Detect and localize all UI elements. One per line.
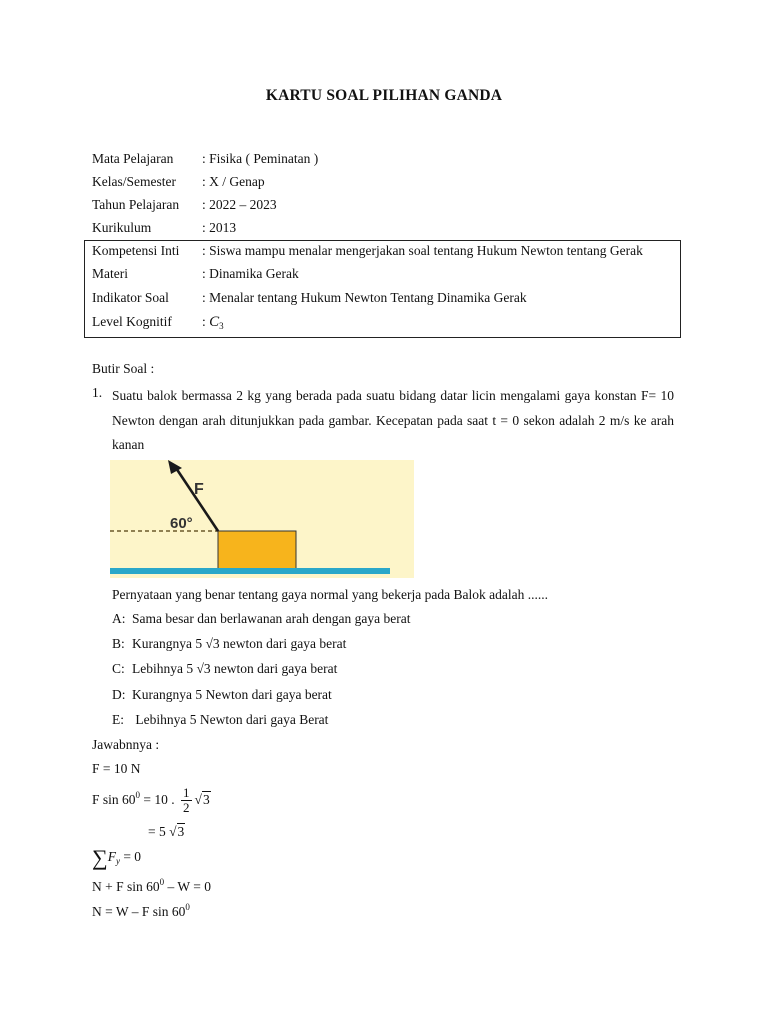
option-letter: D: bbox=[112, 687, 126, 702]
sigma-symbol: ∑ bbox=[92, 845, 108, 870]
answer-text: N = W – F sin 60 bbox=[92, 904, 186, 919]
answer-text: – W = 0 bbox=[164, 879, 212, 894]
info-value bbox=[202, 313, 224, 331]
option-text: Sama besar dan berlawanan arah dengan gaya berat bbox=[132, 611, 411, 626]
option-d bbox=[112, 686, 332, 704]
butir-soal-label: Butir Soal : bbox=[92, 361, 155, 376]
info-label: Indikator Soal bbox=[92, 290, 169, 305]
cognitive-level-symbol: C bbox=[209, 314, 220, 330]
info-row-material bbox=[92, 265, 299, 283]
degree-superscript: 0 bbox=[135, 790, 141, 800]
angle-label: 60° bbox=[170, 515, 193, 532]
sum-variable: F bbox=[107, 849, 116, 864]
info-row-class bbox=[92, 173, 265, 191]
option-letter: E: bbox=[112, 712, 124, 727]
info-label: Tahun Pelajaran bbox=[92, 197, 180, 212]
answer-text: F sin 60 bbox=[92, 792, 136, 807]
info-label: Kompetensi Inti bbox=[92, 243, 180, 258]
answer-line-1: F = 10 N bbox=[92, 761, 141, 776]
info-row-subject bbox=[92, 150, 318, 168]
info-label: Mata Pelajaran bbox=[92, 151, 174, 166]
question-text: Suatu balok bermassa 2 kg yang berada pada suatu bidang datar licin mengalami gaya konstan F= 10 Newton dengan arah ditunjukkan pada gambar. Kecepatan pada saat t = 0 sekon adalah 2 m/s ke arah kanan bbox=[112, 388, 674, 452]
cognitive-level-subscript: 3 bbox=[219, 321, 224, 331]
sum-subscript: y bbox=[115, 856, 120, 866]
option-text: Lebihnya 5 Newton dari gaya Berat bbox=[132, 712, 329, 727]
fraction-denominator: 2 bbox=[183, 800, 190, 816]
answer-label: Jawabnnya : bbox=[92, 737, 160, 752]
force-label: F bbox=[194, 481, 204, 498]
option-letter: B: bbox=[112, 636, 125, 651]
info-value: : 2022 – 2023 bbox=[202, 197, 277, 212]
answer-text: N + F sin 60 bbox=[92, 879, 160, 894]
info-value-prefix: : bbox=[202, 314, 210, 329]
radicand: 3 bbox=[202, 792, 210, 807]
physics-figure bbox=[110, 460, 414, 578]
square-root: √3 bbox=[194, 792, 210, 807]
info-label: Kurikulum bbox=[92, 220, 152, 235]
info-row-indicator bbox=[92, 289, 527, 307]
info-row-year bbox=[92, 196, 277, 214]
square-root: √3 bbox=[169, 824, 185, 839]
info-label: Level Kognitif bbox=[92, 314, 172, 329]
option-text: Kurangnya 5 √3 newton dari gaya berat bbox=[132, 636, 347, 651]
radicand: 3 bbox=[177, 824, 185, 839]
info-value: : 2013 bbox=[202, 220, 237, 235]
info-label: Materi bbox=[92, 266, 128, 281]
block-force-diagram bbox=[110, 460, 414, 578]
option-c bbox=[112, 660, 337, 678]
option-b bbox=[112, 635, 346, 653]
info-value: : Dinamika Gerak bbox=[202, 266, 299, 281]
answer-text: = 5 bbox=[148, 824, 166, 839]
ground-surface bbox=[110, 568, 390, 574]
info-label: Kelas/Semester bbox=[92, 174, 176, 189]
option-a bbox=[112, 610, 410, 628]
question-number: 1. bbox=[92, 385, 103, 400]
answer-line-4 bbox=[92, 845, 142, 870]
answer-text: = 10 . bbox=[140, 792, 175, 807]
answer-line-2 bbox=[92, 783, 211, 817]
option-text: Lebihnya 5 √3 newton dari gaya berat bbox=[132, 661, 338, 676]
info-value: : X / Genap bbox=[202, 174, 265, 189]
answer-line-6 bbox=[92, 903, 190, 921]
answer-line-5 bbox=[92, 878, 211, 896]
info-value: : Fisika ( Peminatan ) bbox=[202, 151, 319, 166]
info-value: : Menalar tentang Hukum Newton Tentang Dinamika Gerak bbox=[202, 290, 527, 305]
option-e bbox=[112, 711, 328, 729]
question-statement: Pernyataan yang benar tentang gaya normal yang bekerja pada Balok adalah ...... bbox=[112, 587, 548, 602]
answer-text: = 0 bbox=[119, 849, 142, 864]
fraction-numerator: 1 bbox=[183, 785, 190, 801]
info-row-competency bbox=[92, 242, 643, 260]
info-row-cognitive-level bbox=[92, 313, 224, 331]
option-text: Kurangnya 5 Newton dari gaya berat bbox=[132, 687, 332, 702]
block bbox=[218, 531, 296, 569]
degree-superscript: 0 bbox=[159, 877, 165, 887]
fraction-one-half bbox=[181, 786, 192, 815]
option-letter: A: bbox=[112, 611, 126, 626]
option-letter: C: bbox=[112, 661, 125, 676]
page-title: KARTU SOAL PILIHAN GANDA bbox=[265, 87, 503, 104]
answer-line-3 bbox=[148, 823, 185, 841]
degree-superscript: 0 bbox=[185, 902, 190, 912]
info-row-curriculum bbox=[92, 219, 236, 237]
info-value: : Siswa mampu menalar mengerjakan soal tentang Hukum Newton tentang Gerak bbox=[202, 243, 643, 258]
